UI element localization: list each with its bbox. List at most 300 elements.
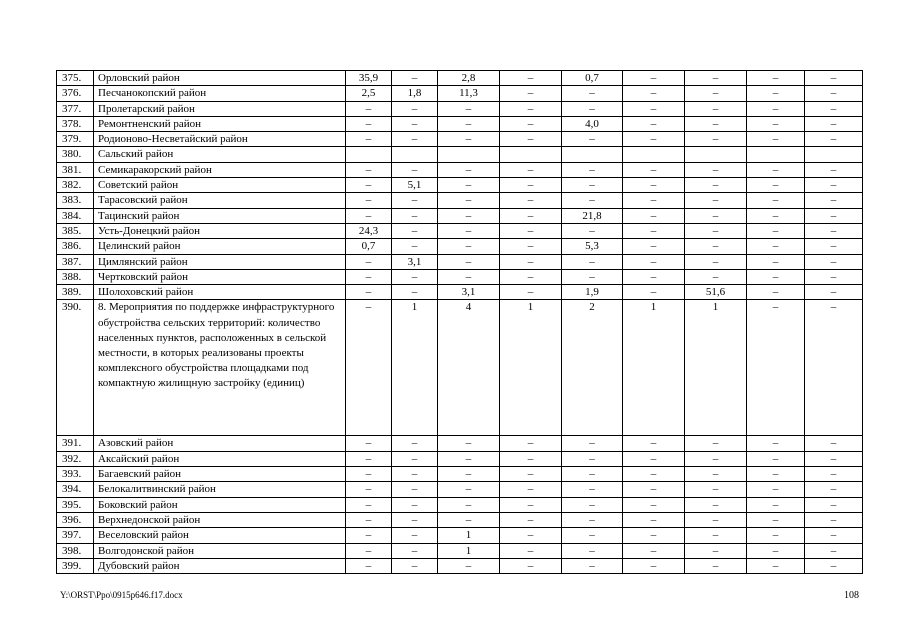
value-cell: – <box>392 162 438 177</box>
row-number: 387. <box>57 254 94 269</box>
value-cell: – <box>346 436 392 451</box>
value-cell: – <box>438 436 500 451</box>
value-cell: – <box>623 497 685 512</box>
value-cell: – <box>500 528 562 543</box>
value-cell: – <box>392 101 438 116</box>
value-cell: – <box>747 512 805 527</box>
value-cell: 4 <box>438 300 500 436</box>
value-cell: – <box>500 193 562 208</box>
value-cell: 51,6 <box>685 285 747 300</box>
footer-file-path: Y:\ORST\Ppo\0915p646.f17.docx <box>60 590 183 600</box>
value-cell: – <box>438 467 500 482</box>
table-row <box>57 239 863 254</box>
row-number: 398. <box>57 543 94 558</box>
table-row <box>57 512 863 527</box>
row-name: Аксайский район <box>94 451 346 466</box>
row-name: Целинский район <box>94 239 346 254</box>
value-cell: – <box>805 558 863 573</box>
row-name: Верхнедонской район <box>94 512 346 527</box>
value-cell: 3,1 <box>392 254 438 269</box>
value-cell: – <box>623 208 685 223</box>
value-cell: – <box>623 116 685 131</box>
value-cell: – <box>500 116 562 131</box>
row-number: 377. <box>57 101 94 116</box>
value-cell: – <box>438 558 500 573</box>
value-cell: – <box>623 193 685 208</box>
value-cell: – <box>562 223 623 238</box>
value-cell: – <box>562 101 623 116</box>
value-cell: 4,0 <box>562 116 623 131</box>
value-cell: – <box>392 528 438 543</box>
value-cell: – <box>747 86 805 101</box>
value-cell: – <box>500 451 562 466</box>
value-cell <box>685 147 747 162</box>
value-cell: – <box>500 178 562 193</box>
value-cell: – <box>500 285 562 300</box>
value-cell: – <box>623 239 685 254</box>
value-cell: – <box>346 254 392 269</box>
value-cell: – <box>685 254 747 269</box>
value-cell: – <box>500 497 562 512</box>
value-cell: – <box>805 208 863 223</box>
value-cell: 1 <box>438 528 500 543</box>
value-cell: – <box>392 497 438 512</box>
value-cell: – <box>805 101 863 116</box>
row-name: Цимлянский район <box>94 254 346 269</box>
value-cell: – <box>685 482 747 497</box>
value-cell: – <box>747 528 805 543</box>
value-cell: – <box>500 543 562 558</box>
value-cell: – <box>805 178 863 193</box>
value-cell: – <box>500 223 562 238</box>
value-cell: – <box>805 451 863 466</box>
row-number: 380. <box>57 147 94 162</box>
value-cell: – <box>747 239 805 254</box>
table-row <box>57 451 863 466</box>
value-cell: – <box>500 86 562 101</box>
value-cell: – <box>747 436 805 451</box>
value-cell: 1 <box>392 300 438 436</box>
value-cell: – <box>747 193 805 208</box>
value-cell: – <box>747 285 805 300</box>
table-row <box>57 223 863 238</box>
value-cell: – <box>346 300 392 436</box>
value-cell: – <box>346 497 392 512</box>
value-cell: – <box>805 162 863 177</box>
row-number: 393. <box>57 467 94 482</box>
value-cell: – <box>500 512 562 527</box>
value-cell: – <box>438 208 500 223</box>
value-cell <box>392 147 438 162</box>
table-body <box>57 71 863 574</box>
table-row <box>57 254 863 269</box>
table-row <box>57 208 863 223</box>
value-cell: – <box>623 512 685 527</box>
value-cell: – <box>500 269 562 284</box>
row-name: 8. Мероприятия по поддержке инфраструктурного обустройства сельских территорий: количество населенных пунктов, расположенных в сельской местности, в которых реализованы проекты комплексного обустройства площадками под компактную жилищную застройку (единиц) <box>94 300 346 436</box>
value-cell: – <box>805 482 863 497</box>
value-cell: – <box>438 497 500 512</box>
row-number: 388. <box>57 269 94 284</box>
table-row <box>57 558 863 573</box>
row-number: 396. <box>57 512 94 527</box>
value-cell: – <box>747 300 805 436</box>
value-cell: – <box>623 543 685 558</box>
value-cell: – <box>623 482 685 497</box>
value-cell: – <box>685 223 747 238</box>
table-row <box>57 101 863 116</box>
value-cell: – <box>392 436 438 451</box>
value-cell: – <box>392 223 438 238</box>
value-cell: – <box>438 116 500 131</box>
table-row <box>57 436 863 451</box>
value-cell: – <box>392 543 438 558</box>
value-cell: – <box>500 71 562 86</box>
value-cell <box>438 147 500 162</box>
table-row <box>57 467 863 482</box>
value-cell: – <box>685 101 747 116</box>
table-row <box>57 528 863 543</box>
row-number: 379. <box>57 132 94 147</box>
value-cell: – <box>346 178 392 193</box>
value-cell: – <box>346 467 392 482</box>
value-cell: – <box>747 162 805 177</box>
row-name: Семикаракорский район <box>94 162 346 177</box>
value-cell: – <box>805 543 863 558</box>
table-row <box>57 269 863 284</box>
row-number: 391. <box>57 436 94 451</box>
value-cell: – <box>346 162 392 177</box>
row-number: 376. <box>57 86 94 101</box>
value-cell: – <box>747 71 805 86</box>
value-cell: – <box>805 116 863 131</box>
value-cell: – <box>346 528 392 543</box>
value-cell: – <box>623 528 685 543</box>
value-cell: – <box>805 239 863 254</box>
value-cell: – <box>685 208 747 223</box>
row-name: Волгодонской район <box>94 543 346 558</box>
value-cell: – <box>623 285 685 300</box>
value-cell: 5,3 <box>562 239 623 254</box>
value-cell: – <box>500 208 562 223</box>
value-cell: – <box>747 467 805 482</box>
value-cell: 5,1 <box>392 178 438 193</box>
row-name: Веселовский район <box>94 528 346 543</box>
value-cell: – <box>500 239 562 254</box>
table-row <box>57 543 863 558</box>
row-number: 399. <box>57 558 94 573</box>
value-cell: – <box>805 71 863 86</box>
value-cell: – <box>438 101 500 116</box>
value-cell: – <box>805 497 863 512</box>
value-cell: – <box>438 451 500 466</box>
row-number: 378. <box>57 116 94 131</box>
row-name: Усть-Донецкий район <box>94 223 346 238</box>
value-cell <box>500 147 562 162</box>
table-row <box>57 147 863 162</box>
data-table <box>56 70 863 574</box>
row-number: 395. <box>57 497 94 512</box>
value-cell: – <box>685 497 747 512</box>
row-number: 389. <box>57 285 94 300</box>
value-cell: – <box>438 193 500 208</box>
row-number: 381. <box>57 162 94 177</box>
value-cell: – <box>747 558 805 573</box>
value-cell: – <box>805 193 863 208</box>
value-cell: – <box>438 178 500 193</box>
value-cell: – <box>392 132 438 147</box>
value-cell: – <box>562 543 623 558</box>
value-cell: – <box>623 132 685 147</box>
value-cell: – <box>685 451 747 466</box>
value-cell: – <box>562 512 623 527</box>
value-cell: – <box>392 285 438 300</box>
value-cell: 1,9 <box>562 285 623 300</box>
value-cell <box>747 147 805 162</box>
value-cell: – <box>438 162 500 177</box>
value-cell: – <box>747 269 805 284</box>
value-cell: – <box>623 467 685 482</box>
value-cell: – <box>438 512 500 527</box>
value-cell: – <box>685 116 747 131</box>
value-cell: 0,7 <box>346 239 392 254</box>
value-cell: – <box>685 193 747 208</box>
value-cell: – <box>685 269 747 284</box>
row-name: Шолоховский район <box>94 285 346 300</box>
value-cell: – <box>562 193 623 208</box>
value-cell: – <box>623 451 685 466</box>
value-cell: – <box>438 482 500 497</box>
row-name: Ремонтненский район <box>94 116 346 131</box>
value-cell: 1 <box>623 300 685 436</box>
row-number: 385. <box>57 223 94 238</box>
value-cell: 1 <box>438 543 500 558</box>
value-cell: – <box>346 543 392 558</box>
table-row <box>57 71 863 86</box>
value-cell: 2,5 <box>346 86 392 101</box>
value-cell: – <box>623 86 685 101</box>
value-cell: – <box>747 101 805 116</box>
value-cell: – <box>438 269 500 284</box>
row-name: Советский район <box>94 178 346 193</box>
value-cell <box>562 147 623 162</box>
value-cell: – <box>805 86 863 101</box>
value-cell: – <box>685 543 747 558</box>
table-row <box>57 178 863 193</box>
value-cell: 35,9 <box>346 71 392 86</box>
value-cell: – <box>500 162 562 177</box>
value-cell: – <box>346 482 392 497</box>
value-cell: 1 <box>500 300 562 436</box>
row-name: Багаевский район <box>94 467 346 482</box>
table-row <box>57 132 863 147</box>
value-cell: – <box>747 132 805 147</box>
value-cell: – <box>392 451 438 466</box>
value-cell: – <box>685 467 747 482</box>
value-cell: – <box>747 208 805 223</box>
value-cell: 1 <box>685 300 747 436</box>
row-name: Родионово-Несветайский район <box>94 132 346 147</box>
value-cell: 3,1 <box>438 285 500 300</box>
row-number: 394. <box>57 482 94 497</box>
value-cell: – <box>805 254 863 269</box>
value-cell: 2 <box>562 300 623 436</box>
row-number: 392. <box>57 451 94 466</box>
value-cell: 21,8 <box>562 208 623 223</box>
value-cell: – <box>346 101 392 116</box>
value-cell: 0,7 <box>562 71 623 86</box>
value-cell: – <box>562 451 623 466</box>
value-cell: – <box>392 467 438 482</box>
value-cell: – <box>685 239 747 254</box>
value-cell: – <box>392 512 438 527</box>
value-cell: – <box>346 451 392 466</box>
value-cell: – <box>623 436 685 451</box>
value-cell: – <box>438 254 500 269</box>
value-cell: – <box>805 300 863 436</box>
value-cell <box>346 147 392 162</box>
row-number: 383. <box>57 193 94 208</box>
value-cell: 1,8 <box>392 86 438 101</box>
value-cell: – <box>500 482 562 497</box>
row-name: Сальский район <box>94 147 346 162</box>
value-cell: – <box>747 116 805 131</box>
value-cell: – <box>623 269 685 284</box>
value-cell: 2,8 <box>438 71 500 86</box>
value-cell: – <box>623 71 685 86</box>
row-number: 390. <box>57 300 94 436</box>
value-cell: – <box>392 269 438 284</box>
table-row <box>57 285 863 300</box>
value-cell: – <box>562 497 623 512</box>
value-cell: – <box>392 71 438 86</box>
value-cell: – <box>500 254 562 269</box>
row-name: Песчанокопский район <box>94 86 346 101</box>
value-cell: – <box>562 558 623 573</box>
value-cell: – <box>685 162 747 177</box>
value-cell: – <box>805 132 863 147</box>
value-cell: – <box>346 269 392 284</box>
value-cell: – <box>805 512 863 527</box>
value-cell: – <box>392 208 438 223</box>
value-cell: – <box>346 285 392 300</box>
value-cell: – <box>392 193 438 208</box>
value-cell: – <box>392 482 438 497</box>
row-name: Дубовский район <box>94 558 346 573</box>
row-name: Чертковский район <box>94 269 346 284</box>
page-number: 108 <box>844 590 859 601</box>
value-cell: – <box>500 101 562 116</box>
value-cell: – <box>623 162 685 177</box>
value-cell: – <box>747 497 805 512</box>
value-cell: – <box>346 132 392 147</box>
value-cell: – <box>562 132 623 147</box>
value-cell: – <box>346 512 392 527</box>
row-number: 397. <box>57 528 94 543</box>
value-cell: – <box>562 467 623 482</box>
value-cell: – <box>747 451 805 466</box>
value-cell: – <box>623 558 685 573</box>
value-cell: – <box>500 558 562 573</box>
value-cell: – <box>685 512 747 527</box>
value-cell: – <box>685 71 747 86</box>
row-number: 384. <box>57 208 94 223</box>
value-cell: – <box>747 223 805 238</box>
table-row <box>57 116 863 131</box>
value-cell: – <box>747 178 805 193</box>
row-number: 382. <box>57 178 94 193</box>
value-cell: – <box>805 436 863 451</box>
value-cell: – <box>438 239 500 254</box>
value-cell: – <box>747 254 805 269</box>
value-cell: – <box>562 528 623 543</box>
value-cell: – <box>562 162 623 177</box>
value-cell: – <box>805 223 863 238</box>
value-cell: 11,3 <box>438 86 500 101</box>
value-cell: – <box>747 543 805 558</box>
value-cell: – <box>500 467 562 482</box>
value-cell: – <box>805 467 863 482</box>
value-cell: – <box>562 436 623 451</box>
value-cell: – <box>747 482 805 497</box>
value-cell: – <box>500 132 562 147</box>
value-cell: – <box>685 558 747 573</box>
value-cell: – <box>392 239 438 254</box>
row-name: Белокалитвинский район <box>94 482 346 497</box>
value-cell: – <box>346 208 392 223</box>
value-cell: – <box>500 436 562 451</box>
row-name: Тацинский район <box>94 208 346 223</box>
value-cell: – <box>562 86 623 101</box>
row-name: Азовский район <box>94 436 346 451</box>
table-row <box>57 162 863 177</box>
row-name: Пролетарский район <box>94 101 346 116</box>
value-cell: – <box>623 223 685 238</box>
row-name: Орловский район <box>94 71 346 86</box>
value-cell <box>623 147 685 162</box>
value-cell: – <box>685 86 747 101</box>
table-row <box>57 497 863 512</box>
value-cell: – <box>685 528 747 543</box>
value-cell: – <box>685 436 747 451</box>
value-cell: – <box>346 193 392 208</box>
value-cell: – <box>346 116 392 131</box>
table-row <box>57 300 863 436</box>
value-cell: – <box>685 132 747 147</box>
row-number: 375. <box>57 71 94 86</box>
value-cell: 24,3 <box>346 223 392 238</box>
value-cell: – <box>623 254 685 269</box>
value-cell <box>805 147 863 162</box>
value-cell: – <box>562 178 623 193</box>
value-cell: – <box>805 285 863 300</box>
value-cell: – <box>562 254 623 269</box>
value-cell: – <box>623 101 685 116</box>
value-cell: – <box>805 528 863 543</box>
value-cell: – <box>562 269 623 284</box>
value-cell: – <box>346 558 392 573</box>
value-cell: – <box>392 116 438 131</box>
row-name: Боковский район <box>94 497 346 512</box>
value-cell: – <box>623 178 685 193</box>
value-cell: – <box>438 132 500 147</box>
row-name: Тарасовский район <box>94 193 346 208</box>
table-row <box>57 86 863 101</box>
table-row <box>57 193 863 208</box>
value-cell: – <box>438 223 500 238</box>
value-cell: – <box>805 269 863 284</box>
value-cell: – <box>562 482 623 497</box>
